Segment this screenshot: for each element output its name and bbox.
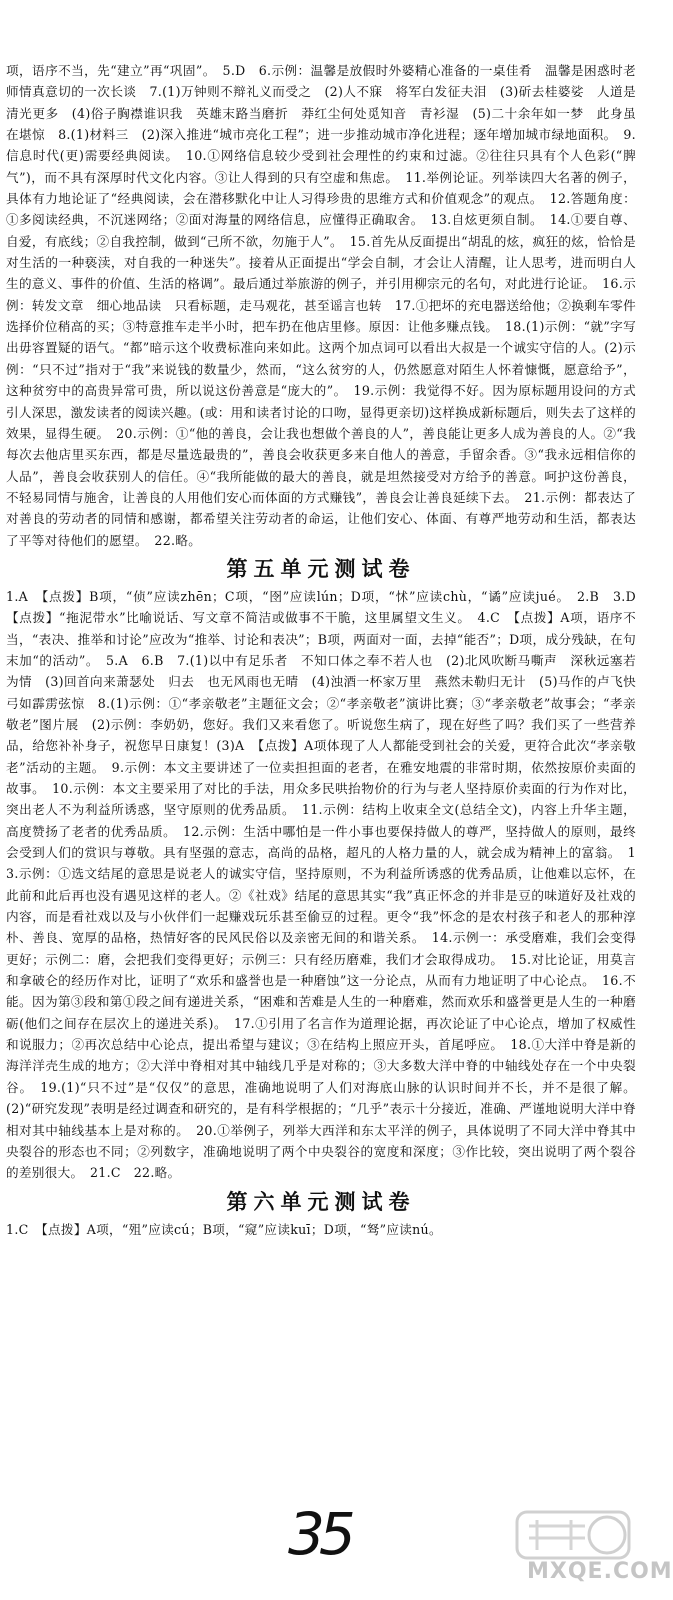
answer-page [6,60,649,1240]
handwritten-page-number: 35 [288,1500,350,1568]
unit6-answers: 1.C 【点拨】A项，“殂”应读cú；B项，“窥”应读kuī；D项，“驽”应读nú。 [6,1221,442,1237]
unit5-answers: 1.A 【点拨】B项，“侦”应读zhēn；C项，“囹”应读lún；D项，“怵”应读chù，“谲”应读jué。 2.B 3.D 【点拨】“拖泥带水”比喻说话、写文章不简洁或做事不干脆，这里属望文生义。 4.C 【点拨】A项，语序不当，“表决、推举和讨论”应改为“推举、讨论和表决”；B项，两面对一面，去掉“能否”；D项，成分残缺，在句末加“的活动”。 5.A 6.B 7.(1)以中有足乐者 不知口体之奉不若人也 (2)北风吹断马嘶声 深秋远塞若为情 (3)回首向来萧瑟处 归去 也无风雨也无晴 (4)浊酒一杯家万里 燕然未勒归无计 (5)马作的卢飞快 弓如霹雳弦惊 8.(1)示例：①“孝亲敬老”主题征文会；②“孝亲敬老”演讲比赛；③“孝亲敬老”故事会；“孝亲敬老”图片展 (2)示例：李奶奶，您好。我们又来看您了。听说您生病了，现在好些了吗？我们买了一些营养品，给您补补身子，祝您早日康复！(3)A 【点拨】A项体现了人人都能受到社会的关爱，更符合此次“孝亲敬老”活动的主题。 9.示例：本文主要讲述了一位卖担担面的老者，在雅安地震的非常时期，依然按原价卖面的故事。 10.示例：本文主要采用了对比的手法，用众多民哄抬物价的行为与老人坚持原价卖面的行为作对比，突出老人不为利益所诱惑，坚守原则的优秀品质。 11.示例：结构上收束全文(总结全文)，内容上升华主题，高度赞扬了老者的优秀品质。 12.示例：生活中哪怕是一件小事也要保持做人的尊严，坚持做人的原则，最终会受到人们的赏识与尊敬。具有坚强的意志，高尚的品格，超凡的人格力量的人，就会成为精神上的富翁。 13.示例：①选文结尾的意思是说老人的诚实守信，坚持原则，不为利益所诱惑的优秀品质，让他难以忘怀，在此前和此后再也没有遇见这样的老人。②《社戏》结尾的意思其实“我”真正怀念的并非是豆的味道好及社戏的内容，而是看社戏以及与小伙伴们一起赚戏玩乐甚至偷豆的过程。更令“我”怀念的是农村孩子和老人的那种淳朴、善良、宽厚的品格，热情好客的民风民俗以及亲密无间的和谐关系。 14.示例一：承受磨难，我们会变得更好；示例二：磨，会把我们变得更好；示例三：只有经历磨难，我们才会取得成功。 15.对比论证，用莫言和拿破仑的经历作对比，证明了“欢乐和盛誉也是一种磨蚀”这一分论点，从而有力地证明了中心论点。 16.不能。因为第③段和第①段之间有递进关系，“困难和苦难是人生的一种磨难，然而欢乐和盛誉更是人生的一种磨砺(他们之间存在层次上的递进关系)。 17.①引用了名言作为道理论据，再次论证了中心论点，增加了权威性和说服力；②再次总结中心论点，提出希望与建议；③在结构上照应开头，首尾呼应。 18.①大洋中脊是新的海洋洋壳生成的地方；②大洋中脊相对其中轴线几乎是对称的；③大多数大洋中脊的中轴线处存在一个中央裂谷。 19.(1)“只不过”是“仅仅”的意思，准确地说明了人们对海底山脉的认识时间并不长，并不是很了解。(2)“研究发现”表明是经过调查和研究的，是有科学根据的；“几乎”表示十分接近，准确、严谨地说明大洋中脊相对其中轴线基本上是对称的。 20.①举例子，列举大西洋和东太平洋的例子，具体说明了不同大洋中脊其中央裂谷的形态也不同；②列数字，准确地说明了两个中央裂谷的宽度和深度；③作比较，突出说明了两个裂谷的差别很大。 21.C 22.略。 [6,588,649,1181]
unit5-title: 第五单元测试卷 [226,555,416,581]
previous-unit-answers: 项，语序不当，先“建立”再“巩固”。 5.D 6.示例：温馨是放假时外婆精心准备的一桌佳肴 温馨是困惑时老师情真意切的一次长谈 7.(1)万钟则不辩礼义而受之 (2)人不寐 将军白发征夫泪 (3)斫去桂婆娑 人道是 清光更多 (4)俗子胸襟谁识我 英雄末路当磨折 莽红尘何处觅知音 青衫湿 (5)二十余年如一梦 此身虽在堪惊 8.(1)材料三 (2)深入推进“城市亮化工程”；进一步推动城市净化进程；逐年增加城市绿地面积。 9.信息时代(更)需要经典阅读。 10.①网络信息较少受到社会理性的约束和过滤。②往往只具有个人色彩(“脾气”)，而不具有深厚时代文化内容。③让人得到的只有空虚和焦虑。 11.举例论证。列举读四大名著的例子，具体有力地论证了“经典阅读，会在潜移默化中让人习得珍贵的思维方式和价值观念”的观点。 12.答题角度：①多阅读经典，不沉迷网络；②面对海量的网络信息，应懂得正确取舍。 13.自炫更须自制。 14.①要自尊、自爱，有底线；②自我控制，做到“己所不欲，勿施于人”。 15.首先从反面提出“胡乱的炫，疯狂的炫，恰恰是对生活的一种亵渎，对自我的一种迷失”。接着从正面提出“学会自制，才会让人清醒，让人思考，进而明白人生的意义、事件的价值、生活的格调”。最后通过举旅游的例子，并引用柳宗元的名句，对此进行论证。 16.示例：转发文章 细心地品读 只看标题，走马观花，甚至谣言也转 17.①把坏的充电器送给他；②换剩车零件选择价位稍高的买；③特意推车走半小时，把车扔在他店里修。原因：让他多赚点钱。 18.(1)示例：“就”字写出毋容置疑的语气。“都”暗示这个收费标准向来如此。这两个加点词可以看出大叔是一个诚实守信的人。(2)示例：“只不过”指对于“我”来说钱的数量少，然而，“这么贫穷的人，仍然愿意对陌生人怀着慷慨，愿意给予”，这种贫穷中的高贵异常可贵，所以说这份善意是“庞大的”。 19.示例：我觉得不好。因为原标题用设问的方式引人深思，激发读者的阅读兴趣。(或：用和读者讨论的口吻，显得更亲切)这样换成新标题后，则失去了这样的效果，显得生硬。 20.示例：①“他的善良，会让我也想做个善良的人”，善良能让更多人成为善良的人。②“我每次去他店里买东西，都是尽量选最贵的”，善良会收获更多来自他人的善意，手留余香。③“我永远相信你的人品”，善良会收获别人的信任。④“我所能做的最大的善良，就是坦然接受对方给予的善意。呵护这份善良，不轻易同情与施舍，让善良的人用他们安心而体面的方式赚钱”，善良会让善良延续下去。 21.示例：都表达了对善良的劳动者的同情和感谢，都希望关注劳动者的命运，让他们安心、体面、有尊严地劳动和生活，都表达了平等对待他们的愿望。 22.略。 [6,63,649,548]
watermark-logo [477,1506,673,1592]
unit6-title: 第六单元测试卷 [226,1188,416,1214]
watermark-text: MXQE.COM [527,1559,673,1584]
